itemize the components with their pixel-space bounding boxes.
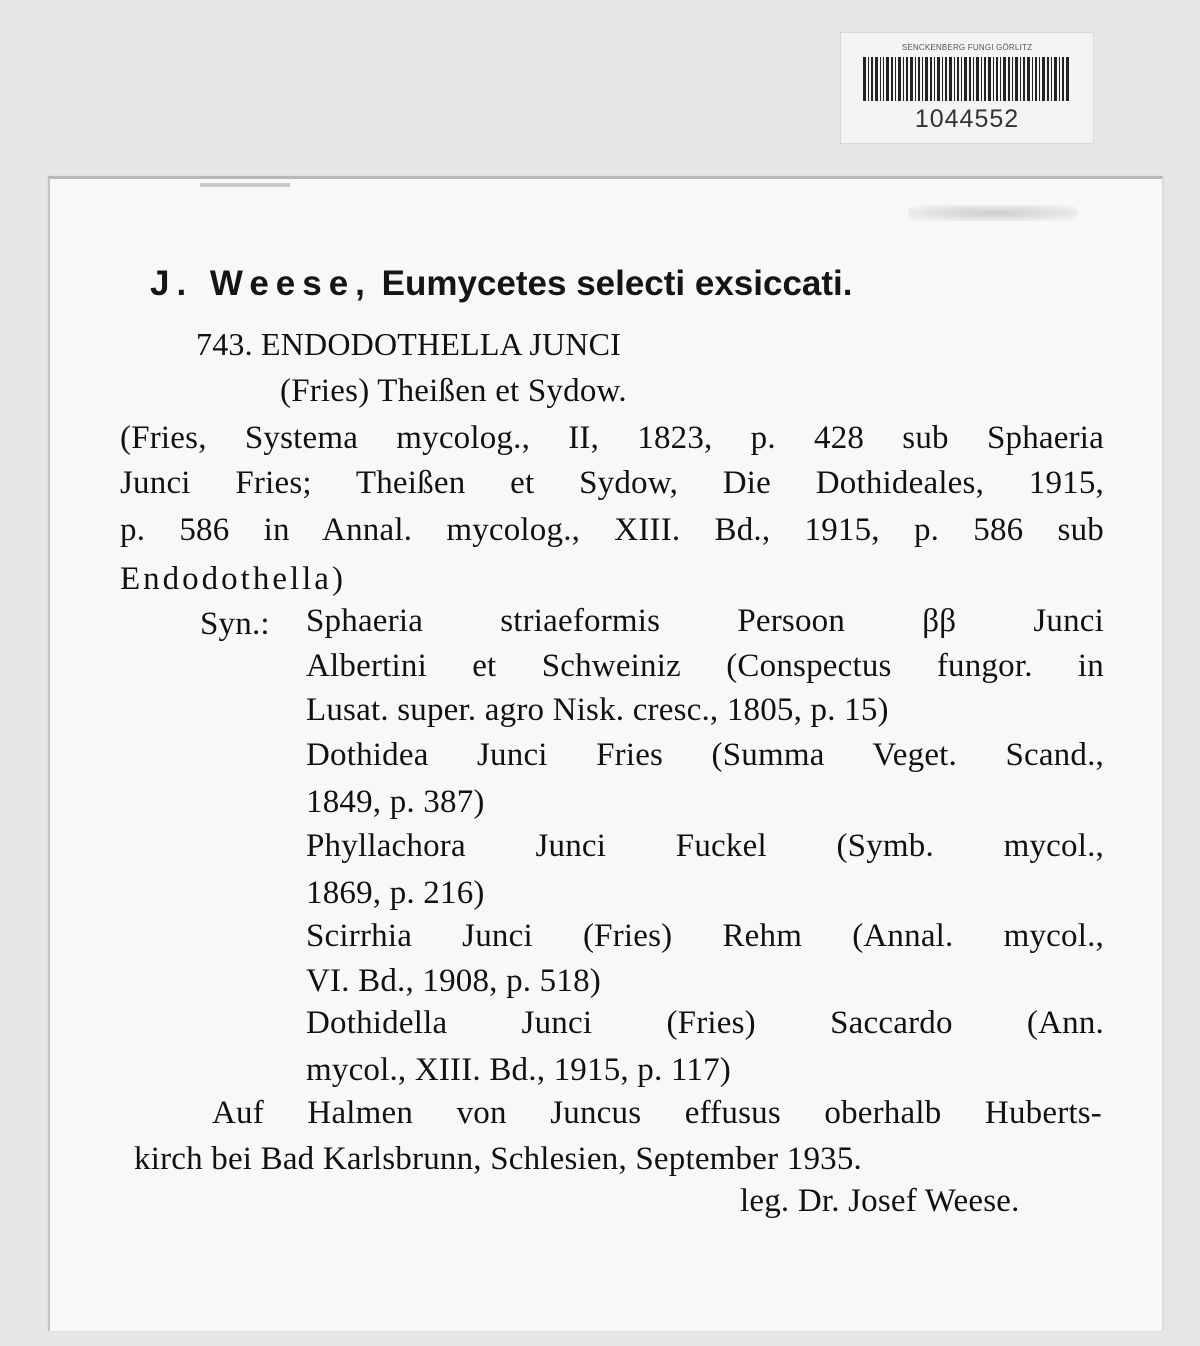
stamp-smudge <box>908 205 1078 221</box>
synonym-4-line-2: VI. Bd., 1908, p. 518) <box>306 963 601 999</box>
series-name: Eumycetes selecti exsiccati. <box>381 264 853 303</box>
synonym-label: Syn.: <box>200 606 270 642</box>
synonym-2-line-2: 1849, p. 387) <box>306 784 485 820</box>
synonym-3-line-2: 1869, p. 216) <box>306 875 485 911</box>
substrate-line-1: Auf Halmen von Juncus effusus oberhalb Huberts- <box>212 1095 1102 1131</box>
synonym-5-line-1: Dothidella Junci (Fries) Saccardo (Ann. <box>306 1005 1104 1041</box>
barcode-caption: SENCKENBERG FUNGI GÖRLITZ <box>901 43 1033 52</box>
synonym-1-line-1: Sphaeria striaeformis Persoon ββ Junci <box>306 603 1104 639</box>
collector-line: leg. Dr. Josef Weese. <box>740 1183 1020 1219</box>
synonym-1-line-3: Lusat. super. agro Nisk. cresc., 1805, p. 15) <box>306 692 889 728</box>
barcode-icon <box>863 57 1071 101</box>
synonym-4-line-1: Scirrhia Junci (Fries) Rehm (Annal. mycol., <box>306 918 1104 954</box>
barcode-number: 1044552 <box>914 105 1020 133</box>
synonym-3-line-1: Phyllachora Junci Fuckel (Symb. mycol., <box>306 828 1104 864</box>
citation-line-2: Junci Fries; Theißen et Sydow, Die Dothideales, 1915, <box>120 465 1104 501</box>
series-author: J. Weese, <box>150 264 372 303</box>
synonym-1-line-2: Albertini et Schweiniz (Conspectus fungor. in <box>306 648 1104 684</box>
citation-line-3: p. 586 in Annal. mycolog., XIII. Bd., 1915, p. 586 sub <box>120 512 1104 548</box>
barcode-label <box>840 32 1094 144</box>
sheet-edge-mark <box>200 183 290 187</box>
synonym-2-line-1: Dothidea Junci Fries (Summa Veget. Scand., <box>306 737 1104 773</box>
locality-line: kirch bei Bad Karlsbrunn, Schlesien, September 1935. <box>134 1141 862 1177</box>
series-title <box>150 262 1062 306</box>
citation-line-1: (Fries, Systema mycolog., II, 1823, p. 428 sub Sphaeria <box>120 420 1104 456</box>
species-authority: (Fries) Theißen et Sydow. <box>280 373 627 409</box>
species-heading: 743. ENDODOTHELLA JUNCI <box>196 326 622 362</box>
citation-line-4: Endodothella) <box>120 561 346 597</box>
synonym-5-line-2: mycol., XIII. Bd., 1915, p. 117) <box>306 1052 731 1088</box>
